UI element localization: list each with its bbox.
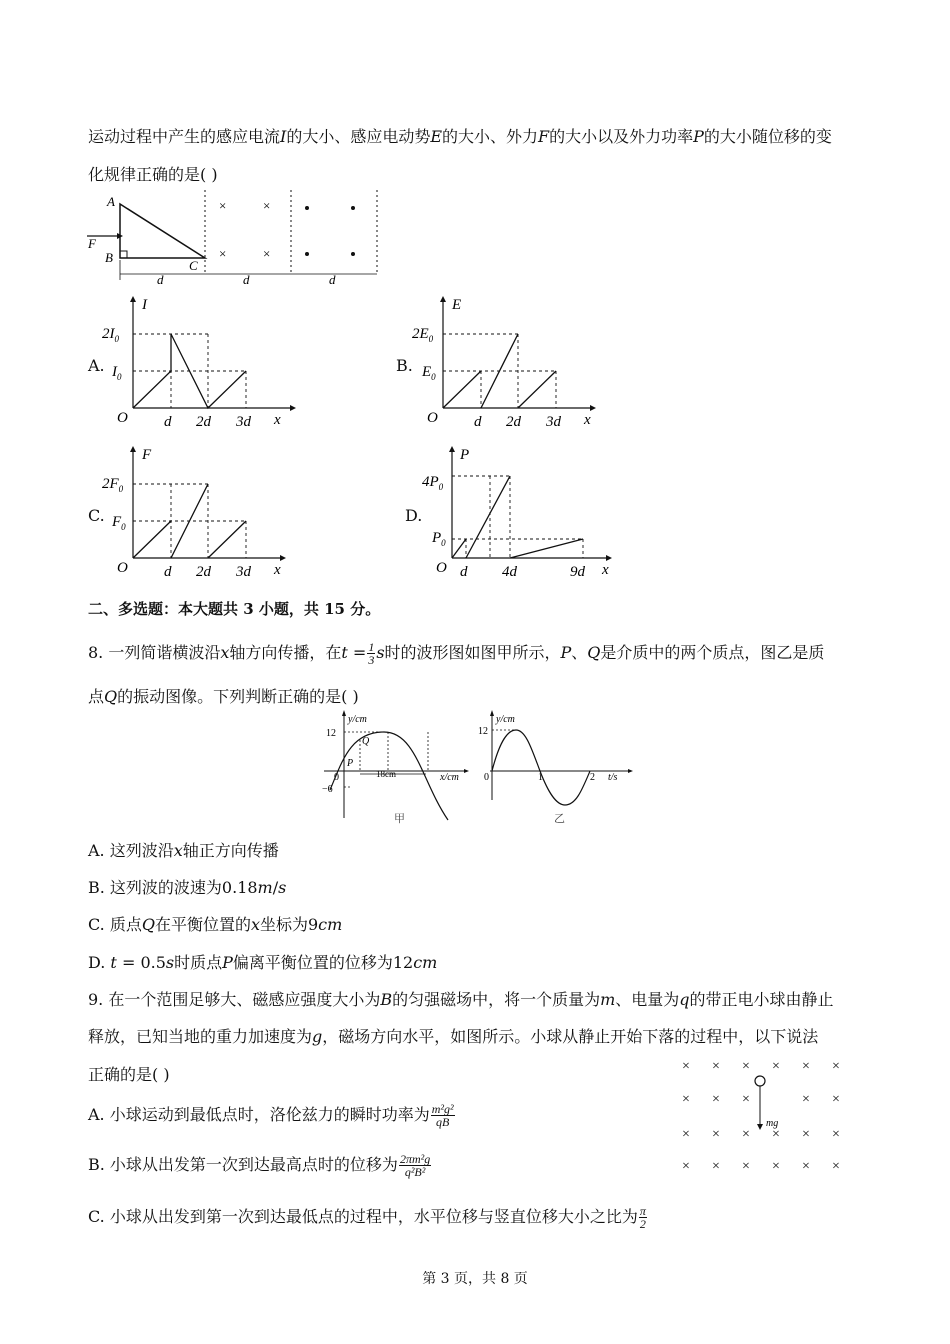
- svg-text:×: ×: [712, 1059, 720, 1074]
- svg-text:O: O: [436, 560, 447, 576]
- svg-text:12: 12: [326, 728, 336, 739]
- svg-text:O: O: [117, 410, 128, 426]
- svg-text:0: 0: [334, 772, 339, 783]
- q7-option-d-graph[interactable]: [422, 446, 630, 586]
- svg-text:×: ×: [772, 1159, 780, 1174]
- vertex-a-label: A: [107, 194, 115, 209]
- charged-ball: [755, 1076, 765, 1086]
- svg-text:d: d: [164, 564, 172, 580]
- svg-text:×: ×: [772, 1059, 780, 1074]
- svg-text:d: d: [474, 414, 482, 430]
- svg-text:×: ×: [802, 1059, 810, 1074]
- field-dot: [305, 206, 309, 210]
- svg-text:2d: 2d: [196, 414, 211, 430]
- svg-text:×: ×: [742, 1159, 750, 1174]
- svg-text:×: ×: [742, 1127, 750, 1142]
- svg-text:3d: 3d: [546, 414, 561, 430]
- field-dot: [305, 252, 309, 256]
- svg-text:×: ×: [832, 1159, 840, 1174]
- q8-stem-line1: 8. 一列简谐横波沿𝑥轴方向传播，在𝑡 = $\frac{1}{3}$ 𝑠时的波形图如图甲所示，𝑃、𝑄是介质中的两个质点，图乙是质: [88, 640, 825, 667]
- svg-text:F0: $F_0$: [112, 514, 126, 532]
- q7-option-c-graph[interactable]: [102, 446, 298, 586]
- q8-wave-graph-jia: [318, 710, 478, 825]
- svg-text:3d: 3d: [236, 564, 251, 580]
- field-cross: ×: [219, 246, 227, 261]
- svg-text:×: ×: [712, 1127, 720, 1142]
- svg-text:2: 2: [590, 772, 595, 783]
- q9-stem-line2: 释放，已知当地的重力加速度为𝑔，磁场方向水平，如图所示。小球从静止开始下落的过程中，以下说法: [88, 1027, 819, 1046]
- q8-vibration-graph-yi: [478, 710, 638, 825]
- svg-text:×: ×: [742, 1059, 750, 1074]
- svg-text:O: O: [117, 560, 128, 576]
- page-footer: 第 3 页，共 8 页: [422, 1271, 528, 1287]
- svg-text:×: ×: [832, 1127, 840, 1142]
- q9-stem-line1: 9. 在一个范围足够大、磁感应强度大小为𝐵的匀强磁场中，将一个质量为𝑚、电量为𝑞的带正电小球由静止: [88, 990, 834, 1009]
- q9-option-c[interactable]: C. 小球从出发到第一次到达最低点的过程中，水平位移与竖直位移大小之比为 $\frac{\pi}{2}$: [88, 1204, 646, 1231]
- svg-text:Q: Q: [362, 736, 370, 747]
- q8-option-d[interactable]: D. 𝑡 = 0.5𝑠时质点𝑃偏离平衡位置的位移为12𝑐𝑚: [88, 953, 438, 972]
- svg-text:2d: 2d: [196, 564, 211, 580]
- q8-stem-line2: 点𝑄的振动图像。下列判断正确的是( ): [88, 687, 359, 706]
- svg-text:d: d: [460, 564, 468, 580]
- svg-text:3d: 3d: [236, 414, 251, 430]
- svg-text:×: ×: [682, 1092, 690, 1107]
- q9-magnetic-field-figure: [676, 1050, 856, 1180]
- svg-text:x/cm: x/cm: [440, 772, 459, 783]
- svg-text:x: x: [584, 412, 591, 428]
- field-cross: ×: [263, 246, 271, 261]
- svg-text:I0: $I_0$: [112, 364, 122, 382]
- svg-text:×: ×: [832, 1059, 840, 1074]
- svg-text:×: ×: [802, 1092, 810, 1107]
- q7-stem-line1: 运动过程中产生的感应电流𝐼的大小、感应电动势𝐸的大小、外力𝐹的大小以及外力功率𝑃的大小随位移的变: [88, 127, 832, 146]
- svg-text:E: E: [452, 297, 462, 313]
- svg-text:×: ×: [712, 1092, 720, 1107]
- svg-text:2F0: $2F_0$: [102, 476, 124, 494]
- q7-option-c-label[interactable]: C.: [88, 506, 105, 525]
- field-cross: ×: [219, 198, 227, 213]
- q7-option-d-label[interactable]: D.: [405, 506, 423, 525]
- svg-text:×: ×: [682, 1127, 690, 1142]
- svg-text:×: ×: [772, 1127, 780, 1142]
- svg-text:E0: $E_0$: [422, 364, 436, 382]
- q9-stem-line3: 正确的是( ): [88, 1065, 170, 1084]
- width-d-label: d: [243, 272, 250, 287]
- q9-option-a[interactable]: A. 小球运动到最低点时，洛伦兹力的瞬时功率为 $\frac{\text{m²g²}}{qB}$: [88, 1102, 454, 1129]
- gravity-label: mg: [766, 1118, 779, 1129]
- q7-option-b-graph[interactable]: [412, 296, 608, 436]
- q7-option-b-label[interactable]: B.: [396, 356, 413, 375]
- q8-option-c[interactable]: C. 质点𝑄在平衡位置的𝑥坐标为9𝑐𝑚: [88, 915, 343, 934]
- svg-text:x: x: [274, 562, 281, 578]
- force-f-label: F: [88, 236, 96, 251]
- svg-text:−6: −6: [322, 784, 333, 795]
- svg-text:4P0: $4P_0$: [422, 474, 444, 492]
- svg-text:I: I: [142, 297, 147, 313]
- q8-option-b[interactable]: B. 这列波的波速为0.18𝑚/𝑠: [88, 878, 287, 897]
- svg-text:×: ×: [802, 1159, 810, 1174]
- svg-text:×: ×: [682, 1059, 690, 1074]
- q7-setup-figure: [85, 188, 385, 288]
- svg-text:x: x: [274, 412, 281, 428]
- svg-text:9d: 9d: [570, 564, 585, 580]
- svg-text:2E0: $2E_0$: [412, 326, 434, 344]
- section-heading: 二、多选题：本大题共 3 小题，共 15 分。: [88, 600, 381, 618]
- svg-text:4d: 4d: [502, 564, 517, 580]
- svg-text:t/s: t/s: [608, 772, 618, 783]
- svg-text:乙: 乙: [554, 813, 565, 825]
- svg-text:×: ×: [802, 1127, 810, 1142]
- svg-text:2d: 2d: [506, 414, 521, 430]
- svg-text:y/cm: y/cm: [348, 714, 367, 725]
- svg-text:×: ×: [742, 1092, 750, 1107]
- field-dot: [351, 206, 355, 210]
- width-d-label: d: [329, 272, 336, 287]
- vertex-b-label: B: [105, 250, 113, 265]
- svg-text:x: x: [602, 562, 609, 578]
- field-dot: [351, 252, 355, 256]
- svg-text:甲: 甲: [394, 813, 405, 825]
- svg-text:P: P: [460, 447, 470, 463]
- q8-option-a[interactable]: A. 这列波沿𝑥轴正方向传播: [88, 841, 279, 860]
- svg-text:0: 0: [484, 772, 489, 783]
- svg-text:d: d: [164, 414, 172, 430]
- width-d-label: d: [157, 272, 164, 287]
- svg-text:y/cm: y/cm: [496, 714, 515, 725]
- field-cross: ×: [263, 198, 271, 213]
- q7-option-a-label[interactable]: A.: [88, 356, 105, 375]
- svg-text:12: 12: [478, 726, 488, 737]
- svg-text:P: P: [347, 758, 354, 769]
- svg-text:2I0: $2I_0$: [102, 326, 119, 344]
- q9-option-b[interactable]: B. 小球从出发第一次到达最高点时的位移为 $\frac{\text{2πm²g}}{\text{q²B²}}$: [88, 1152, 431, 1179]
- svg-text:18cm: 18cm: [376, 769, 396, 779]
- q7-option-a-graph[interactable]: [102, 296, 298, 436]
- svg-text:×: ×: [712, 1159, 720, 1174]
- q7-stem-line2: 化规律正确的是( ): [88, 165, 218, 184]
- vertex-c-label: C: [189, 258, 198, 273]
- svg-text:1: 1: [538, 772, 543, 783]
- svg-text:P0: $P_0$: [432, 530, 446, 548]
- svg-text:×: ×: [682, 1159, 690, 1174]
- svg-text:O: O: [427, 410, 438, 426]
- svg-text:×: ×: [832, 1092, 840, 1107]
- svg-text:F: F: [142, 447, 152, 463]
